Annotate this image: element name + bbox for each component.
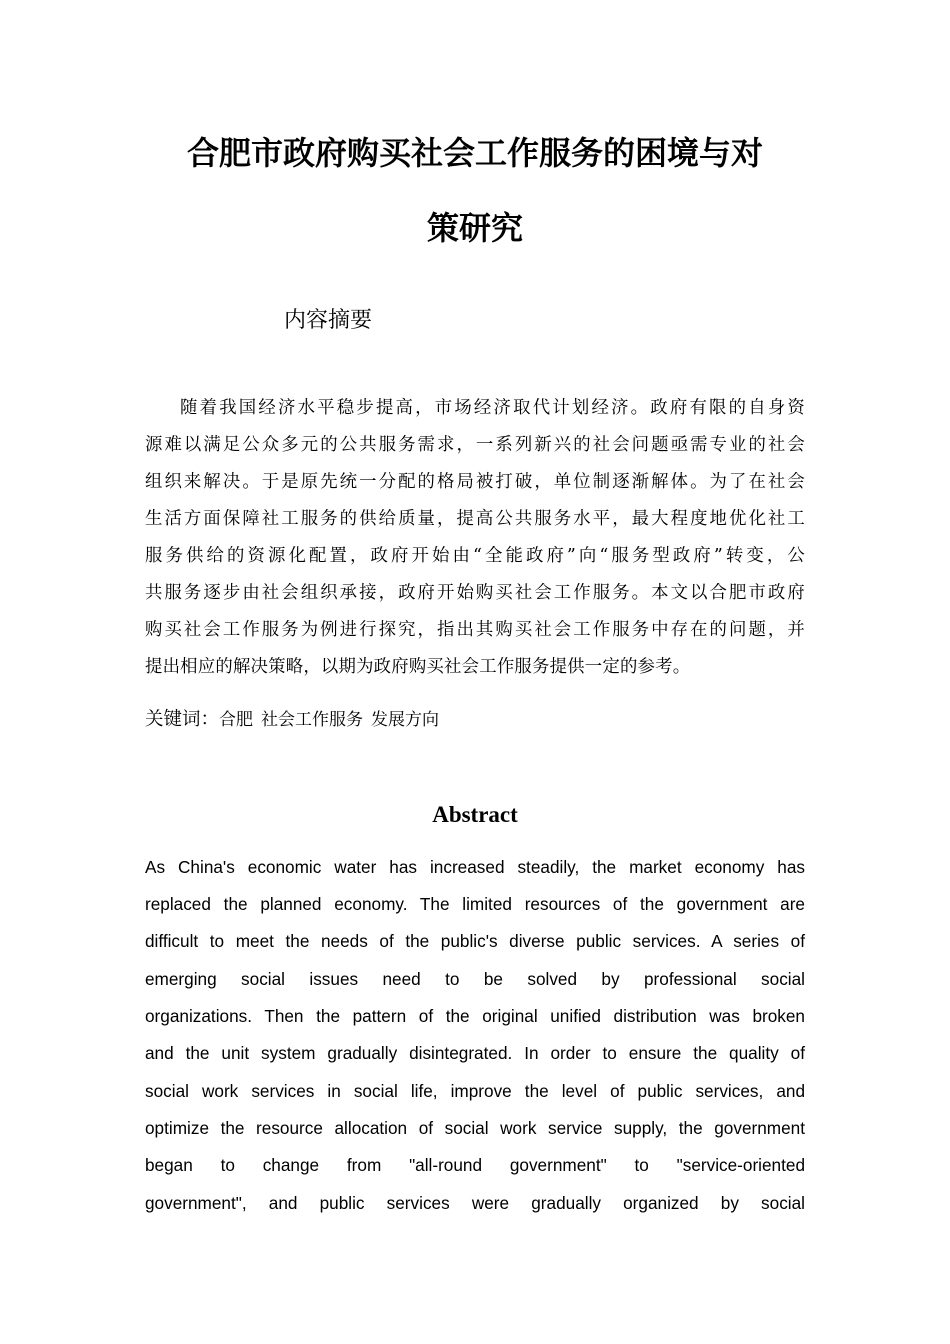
chinese-abstract-line: 生活方面保障社工服务的供给质量，提高公共服务水平，最大程度地优化社工 [145, 509, 805, 529]
keywords-label: 关键词： [145, 709, 220, 730]
english-abstract-line: organizations. Then the pattern of the original unified distribution was broken [145, 1006, 805, 1026]
chinese-abstract-heading: 内容摘要 [284, 308, 373, 333]
english-abstract-heading: Abstract [432, 802, 518, 827]
chinese-abstract-line: 共服务逐步由社会组织承接，政府开始购买社会工作服务。本文以合肥市政府 [145, 583, 805, 603]
chinese-abstract-line: 源难以满足公众多元的公共服务需求，一系列新兴的社会问题亟需专业的社会 [145, 435, 805, 455]
chinese-abstract-line: 服务供给的资源化配置，政府开始由“全能政府”向“服务型政府”转变，公 [145, 546, 805, 566]
keyword-item: 合肥 [219, 710, 254, 730]
english-abstract-line: government", and public services were gradually organized by social [145, 1193, 805, 1213]
english-abstract-line: and the unit system gradually disintegrated. In order to ensure the quality of [145, 1043, 805, 1063]
english-abstract-line: emerging social issues need to be solved by professional social [145, 969, 805, 989]
english-abstract-line: began to change from "all-round government" to "service-oriented [145, 1155, 805, 1175]
keywords-line [145, 707, 447, 733]
keyword-item: 发展方向 [371, 710, 440, 730]
chinese-abstract-line: 购买社会工作服务为例进行探究，指出其购买社会工作服务中存在的问题，并 [145, 620, 805, 640]
chinese-abstract-line: 随着我国经济水平稳步提高，市场经济取代计划经济。政府有限的自身资 [180, 398, 805, 418]
chinese-abstract-line: 组织来解决。于是原先统一分配的格局被打破，单位制逐渐解体。为了在社会 [145, 472, 805, 492]
keyword-item: 社会工作服务 [261, 710, 364, 730]
english-abstract-line: As China's economic water has increased steadily, the market economy has [145, 857, 805, 877]
document-title-line-1: 合肥市政府购买社会工作服务的困境与对 [186, 134, 763, 172]
english-abstract-line: replaced the planned economy. The limited resources of the government are [145, 894, 805, 914]
english-abstract-line: difficult to meet the needs of the public's diverse public services. A series of [145, 931, 805, 951]
chinese-abstract-line: 提出相应的解决策略，以期为政府购买社会工作服务提供一定的参考。 [145, 657, 691, 677]
english-abstract-line: social work services in social life, improve the level of public services, and [145, 1081, 805, 1101]
document-title-line-2: 策研究 [426, 209, 523, 247]
english-abstract-line: optimize the resource allocation of social work service supply, the government [145, 1118, 805, 1138]
